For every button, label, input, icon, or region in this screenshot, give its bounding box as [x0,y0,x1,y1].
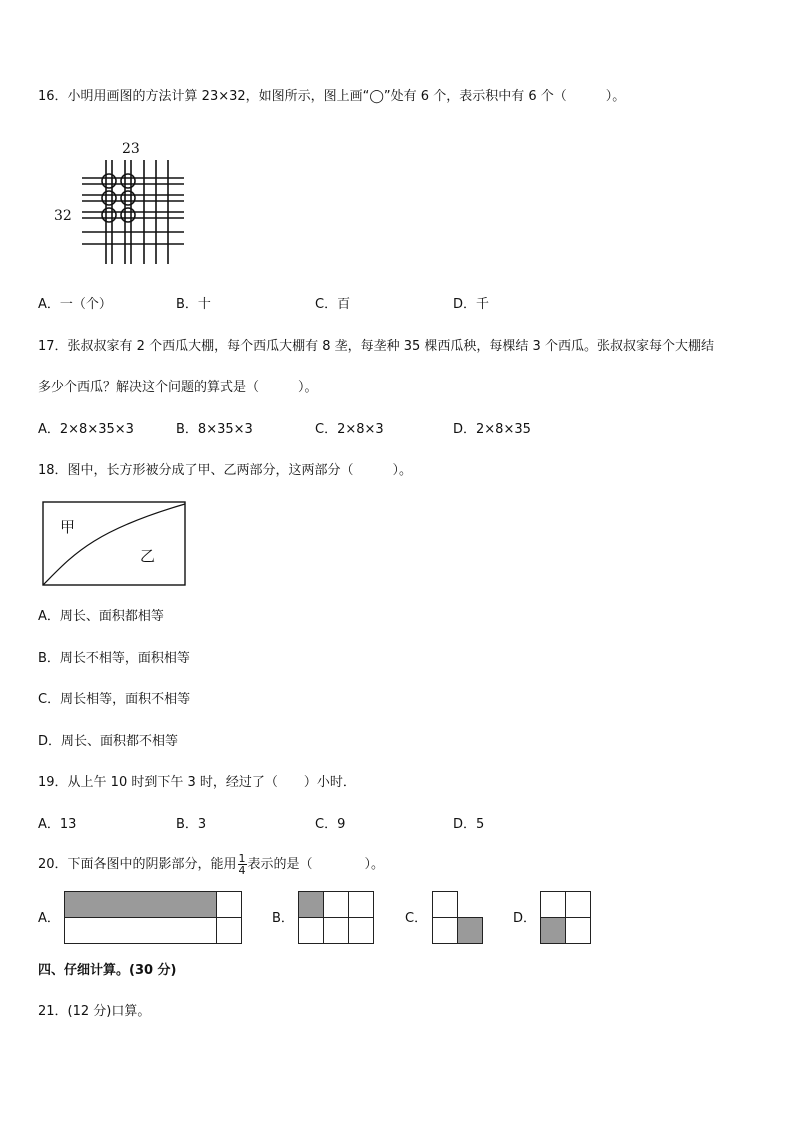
q20-stem-pre: 20．下面各图中的阴影部分，能用 [38,857,237,872]
q20-b-cell [298,917,324,944]
q16-stem: 16．小明用画图的方法计算 23×32，如图所示，图上画“◯”处有 6 个，表示积中有 6 个（ ）。 [38,89,626,104]
q20-option-d-label[interactable]: D． [513,911,537,926]
q21-stem: 21．(12 分)口算。 [38,1004,151,1019]
q16-top-label: 23 [122,141,140,157]
q17-stem-line2: 多少个西瓜？解决这个问题的算式是（ ）。 [38,380,318,395]
q16-left-label: 32 [54,208,72,224]
q19-option-c[interactable]: C．9 [315,817,346,832]
q19-option-a[interactable]: A．13 [38,817,77,832]
q20-c-cell [432,917,458,944]
q18-option-c[interactable]: C．周长相等，面积不相等 [38,692,191,707]
q20-a-cell [216,917,242,944]
q19-option-b[interactable]: B．3 [176,817,207,832]
q20-b-cell [323,917,349,944]
q20-d-cell [540,917,566,944]
q20-stem-post: 表示的是（ ）。 [247,857,385,872]
q20-b-cell [323,891,349,918]
q20-stem [38,851,384,879]
q20-option-b-label[interactable]: B． [272,911,294,926]
q17-option-c[interactable]: C．2×8×3 [315,422,384,437]
section-4-title: 四、仔细计算。(30 分) [38,963,177,978]
q17-option-a[interactable]: A．2×8×35×3 [38,422,134,437]
q17-stem-line1: 17．张叔叔家有 2 个西瓜大棚，每个西瓜大棚有 8 垄，每垄种 35 棵西瓜秧，每棵结 3 个西瓜。张叔叔家每个大棚结 [38,339,714,354]
q17-option-d[interactable]: D．2×8×35 [453,422,531,437]
q19-stem: 19．从上午 10 时到下午 3 时，经过了（ ）小时． [38,775,356,790]
q18-option-a[interactable]: A．周长、面积都相等 [38,609,164,624]
q20-d-cell [565,891,591,918]
q20-c-cell [457,917,483,944]
q18-rectangle-figure [42,501,188,589]
q16-option-b[interactable]: B．十 [176,297,211,312]
q18-stem: 18．图中，长方形被分成了甲、乙两部分，这两部分（ ）。 [38,463,413,478]
q20-b-cell [298,891,324,918]
q20-d-cell [540,891,566,918]
q20-option-b-figure[interactable] [298,891,374,944]
q18-option-d[interactable]: D．周长、面积都不相等 [38,734,179,749]
q20-b-cell [348,891,374,918]
q20-fraction [238,853,247,876]
q20-c-cell [432,891,458,918]
q20-frac-num: 1 [238,852,246,865]
q16-grid-figure [52,138,192,268]
q16-option-c[interactable]: C．百 [315,297,351,312]
q20-a-cell [64,917,217,944]
q20-d-cell [565,917,591,944]
q18-label-yi: 乙 [140,547,156,565]
q16-option-d[interactable]: D．千 [453,297,490,312]
q20-option-c-label[interactable]: C． [405,911,428,926]
q20-frac-den: 4 [238,864,246,877]
q18-option-b[interactable]: B．周长不相等，面积相等 [38,651,190,666]
q20-option-a-figure[interactable] [64,891,242,944]
q20-option-d-figure[interactable] [540,891,591,944]
q18-label-jia: 甲 [60,518,76,536]
q20-a-cell [64,891,217,918]
q20-option-c-figure[interactable] [432,891,483,944]
q16-option-a[interactable]: A．一（个） [38,297,112,312]
q20-a-cell [216,891,242,918]
q20-b-cell [348,917,374,944]
q17-option-b[interactable]: B．8×35×3 [176,422,253,437]
q19-option-d[interactable]: D．5 [453,817,485,832]
q20-option-a-label[interactable]: A． [38,911,60,926]
